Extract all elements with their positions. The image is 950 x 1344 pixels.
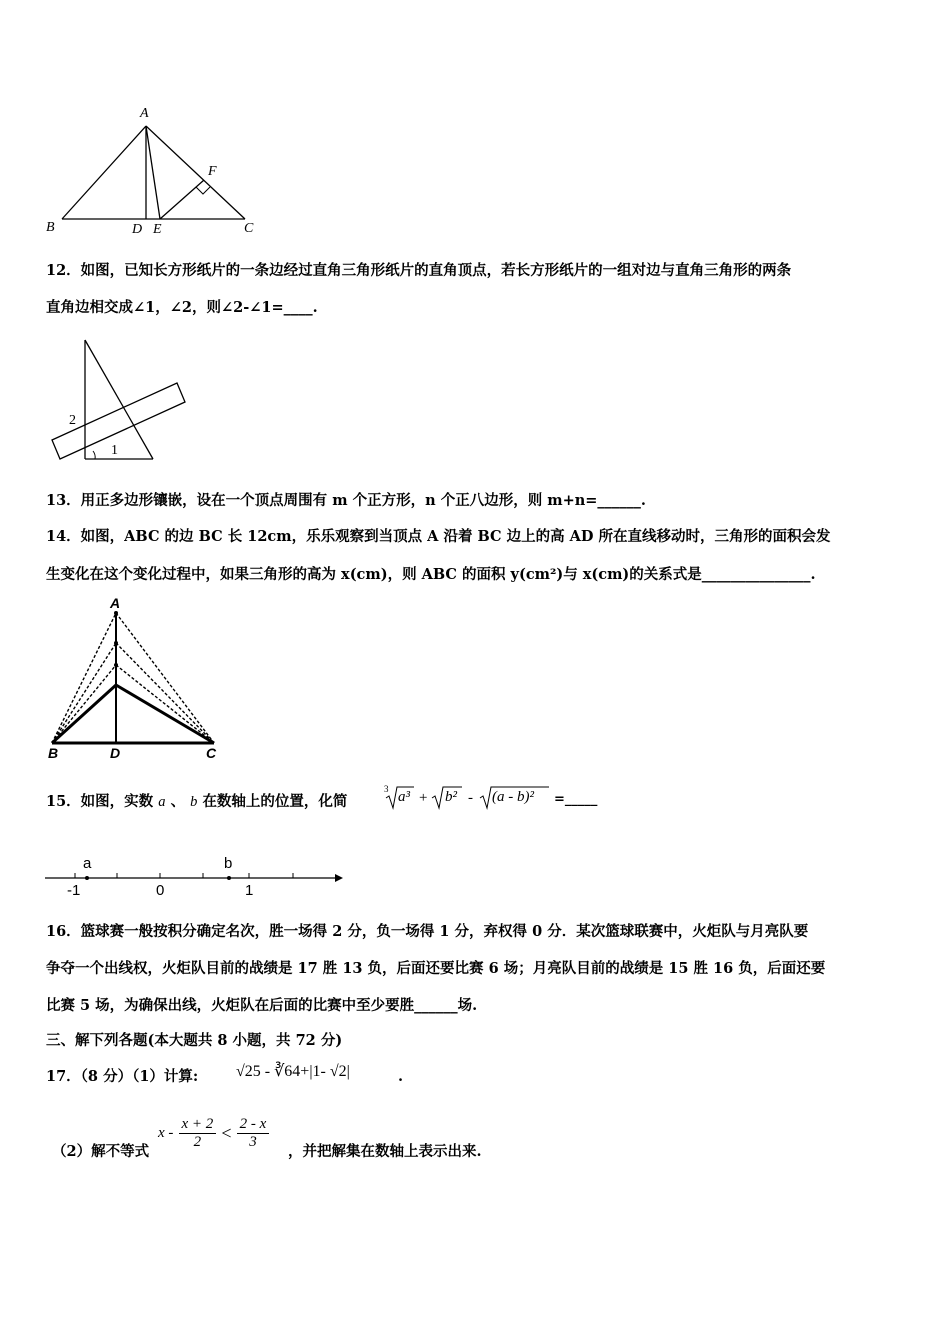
q17-part2-prefix: （2）解不等式 [52,1143,150,1160]
triangle-abc-figure [40,100,270,240]
q14-line1: 14．如图，ABC 的边 BC 长 12cm，乐乐观察到当顶点 A 沿着 BC 边上的高 AD 所在直线移动时，三角形的面积会发 [46,528,831,545]
fig12-label-1: 1 [111,443,118,458]
figure-q12 [45,335,195,475]
axis-tick-0: 0 [156,882,165,899]
q17-part1-prefix: 17．（8 分）（1）计算: [46,1068,199,1085]
q15-cuberoot-index: 3 [384,784,389,794]
q16-line2: 争夺一个出线权，火炬队目前的战绩是 17 胜 13 负，后面还要比赛 6 场；月亮队目前的战绩是 15 胜 16 负，后面还要 [46,960,826,977]
q17-inequality [158,1116,269,1166]
q15-b2: b² [445,789,457,805]
label-c: C [244,221,254,236]
q15-middle: 在数轴上的位置，化简 [202,793,348,810]
q15-ab2: (a - b)² [492,789,534,805]
q14-line2: 生变化在这个变化过程中，如果三角形的高为 x(cm)，则 ABC 的面积 y(cm²)与 x(cm)的关系式是_______________. [46,566,816,583]
fig12-label-2: 2 [69,413,76,428]
axis-tick-1: 1 [245,882,254,899]
label-b: B [46,220,55,235]
axis-tick-neg1: -1 [67,882,81,899]
q17-less-than: < [221,1123,232,1143]
label-f: F [208,164,217,179]
fig14-label-b: B [48,745,59,761]
q16-line1: 16．篮球赛一般按积分确定名次，胜一场得 2 分，负一场得 1 分，弃权得 0 分．某次篮球联赛中，火炬队与月亮队要 [46,923,809,940]
q15-var-a: a [158,794,166,810]
fraction-2 [237,1116,270,1151]
fraction-1 [179,1116,217,1151]
moving-apex-triangle-figure [40,595,230,765]
section-3-title: 三、解下列各题(本大题共 8 小题，共 72 分) [46,1032,343,1049]
q15-a3: a³ [398,789,410,805]
q15-expression [384,784,614,814]
q12-line2: 直角边相交成∠1，∠2，则∠2-∠1=____. [46,299,318,316]
q13-line1: 13．用正多边形镶嵌，设在一个顶点周围有 m 个正方形，n 个正八边形，则 m+n=______. [46,492,646,509]
axis-label-b: b [224,855,233,872]
q15-suffix: =_____ [554,792,598,807]
q12-line1: 12．如图，已知长方形纸片的一条边经过直角三角形纸片的直角顶点，若长方形纸片的一组对边与直角三角形的两条 [46,262,792,279]
q15-line [46,792,347,812]
triangle-rectangle-figure [45,335,195,475]
q15-var-b: b [190,794,198,810]
q15-plus: + [419,790,428,806]
fraction-2-den: 3 [237,1133,270,1151]
q15-minus: - [468,790,473,806]
label-e: E [153,222,162,237]
fraction-1-num: x + 2 [181,1116,214,1132]
q17-part1-suffix: . [398,1068,404,1085]
q17-x-minus: x - [158,1125,174,1141]
figure-q14 [40,595,230,765]
fig14-label-c: C [206,745,217,761]
q17-part1-expression: √25 - ∛64+|1- √2| [236,1063,350,1080]
label-a: A [140,106,149,121]
q15-sep: 、 [170,793,186,810]
q17-part2-suffix: ，并把解集在数轴上表示出来. [288,1143,482,1160]
label-d: D [132,222,143,237]
figure-q11 [40,100,270,240]
fraction-2-num: 2 - x [239,1116,267,1132]
q16-line3: 比赛 5 场，为确保出线，火炬队在后面的比赛中至少要胜______场. [46,997,478,1014]
q15-prefix: 15．如图，实数 [46,793,154,810]
fig14-label-d: D [110,745,121,761]
axis-label-a: a [83,855,92,872]
number-line-q15 [40,852,350,902]
fig14-label-a: A [110,595,121,611]
fraction-1-den: 2 [179,1133,217,1151]
